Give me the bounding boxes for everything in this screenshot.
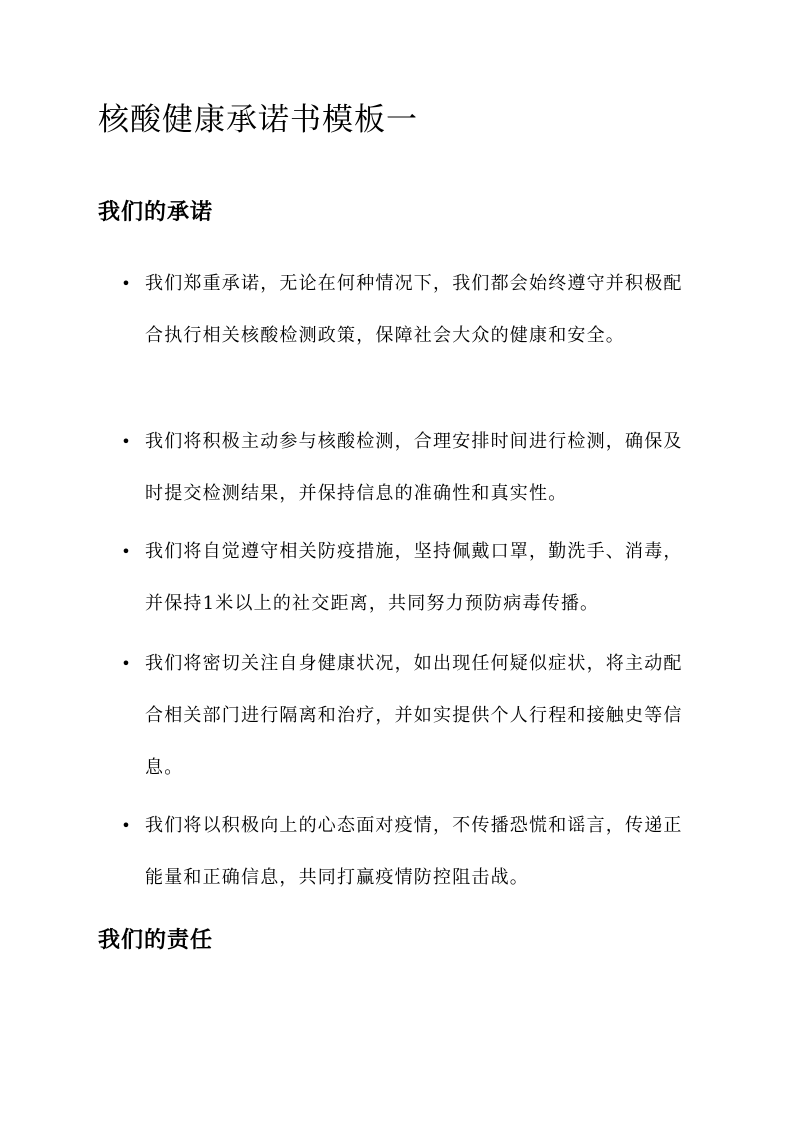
bullet-icon: • — [121, 542, 131, 561]
section-heading-responsibility: 我们的责任 — [98, 927, 214, 953]
list-item-text: 我们郑重承诺，无论在何种情况下，我们都会始终遵守并积极配合执行相关核酸检测政策，保障社会大众的健康和安全。 — [145, 273, 683, 346]
list-item — [121, 416, 693, 520]
list-item-text: 我们将密切关注自身健康状况，如出现任何疑似症状，将主动配合相关部门进行隔离和治疗，并如实提供个人行程和接触史等信息。 — [145, 653, 683, 778]
list-item-text: 我们将以积极向上的心态面对疫情，不传播恐慌和谣言，传递正能量和正确信息，共同打赢疫情防控阻击战。 — [145, 815, 683, 888]
list-item-text: 我们将自觉遵守相关防疫措施，坚持佩戴口罩，勤洗手、消毒，并保持1米以上的社交距离，共同努力预防病毒传播。 — [145, 541, 683, 614]
bullet-icon: • — [121, 654, 131, 673]
list-item — [121, 526, 693, 630]
bullet-icon: • — [121, 432, 131, 451]
list-item — [121, 638, 693, 794]
list-item-text: 我们将积极主动参与核酸检测，合理安排时间进行检测，确保及时提交检测结果，并保持信息的准确性和真实性。 — [145, 431, 683, 504]
bullet-icon: • — [121, 274, 131, 293]
section-heading-promise: 我们的承诺 — [98, 199, 214, 225]
list-item — [121, 800, 693, 904]
document-title: 核酸健康承诺书模板一 — [98, 102, 418, 138]
list-item — [121, 258, 693, 362]
bullet-icon: • — [121, 816, 131, 835]
